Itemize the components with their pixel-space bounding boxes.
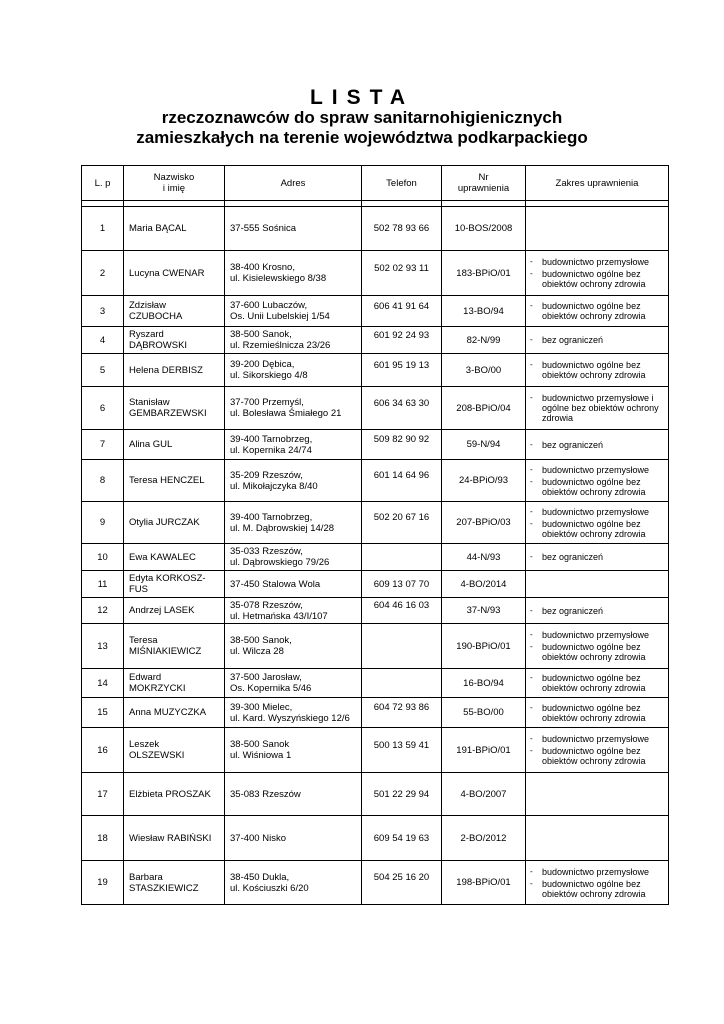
cell-nr: 4-BO/2014 <box>442 571 526 598</box>
scope-item: - budownictwo przemysłowe i ogólne bez obiektów ochrony zdrowia <box>530 393 666 423</box>
cell-address: 37-400 Nisko <box>225 816 362 861</box>
cell-phone: 609 54 19 63 <box>362 816 442 861</box>
table-row <box>82 296 669 327</box>
cell-phone: 601 95 19 13 <box>362 354 442 387</box>
table-header-row <box>82 166 669 201</box>
cell-lp: 17 <box>82 773 124 816</box>
scope-item: - budownictwo przemysłowe <box>530 257 666 267</box>
header-scope: Zakres uprawnienia <box>526 166 669 201</box>
cell-phone: 502 20 67 16 <box>362 502 442 544</box>
cell-name: Andrzej LASEK <box>124 598 225 624</box>
table-row <box>82 544 669 571</box>
cell-nr: 190-BPiO/01 <box>442 624 526 669</box>
table-row <box>82 728 669 773</box>
cell-scope <box>526 544 669 571</box>
cell-lp: 7 <box>82 430 124 460</box>
cell-nr: 3-BO/00 <box>442 354 526 387</box>
cell-scope <box>526 598 669 624</box>
cell-name: Teresa HENCZEL <box>124 460 225 502</box>
scope-item: - budownictwo ogólne bez obiektów ochrony zdrowia <box>530 477 666 497</box>
cell-address: 37-500 Jarosław, Os. Kopernika 5/46 <box>225 669 362 698</box>
cell-lp: 13 <box>82 624 124 669</box>
table-row <box>82 430 669 460</box>
cell-lp: 6 <box>82 387 124 430</box>
table-body <box>82 207 669 905</box>
cell-phone: 606 34 63 30 <box>362 387 442 430</box>
cell-lp: 9 <box>82 502 124 544</box>
cell-nr: 16-BO/94 <box>442 669 526 698</box>
cell-address: 37-450 Stalowa Wola <box>225 571 362 598</box>
subtitle-line-2: zamieszkałych na terenie województwa podkarpackiego <box>136 128 588 147</box>
cell-scope <box>526 571 669 598</box>
cell-lp: 11 <box>82 571 124 598</box>
cell-address: 38-400 Krosno, ul. Kisielewskiego 8/38 <box>225 251 362 296</box>
cell-nr: 2-BO/2012 <box>442 816 526 861</box>
header-nr: Nr uprawnienia <box>442 166 526 201</box>
cell-scope <box>526 354 669 387</box>
cell-name: Leszek OLSZEWSKI <box>124 728 225 773</box>
scope-item: - bez ograniczeń <box>530 335 666 345</box>
cell-lp: 5 <box>82 354 124 387</box>
header-name: Nazwisko i imię <box>124 166 225 201</box>
cell-address: 38-500 Sanok ul. Wiśniowa 1 <box>225 728 362 773</box>
cell-nr: 4-BO/2007 <box>442 773 526 816</box>
experts-table <box>81 165 669 905</box>
cell-name: Edward MOKRZYCKI <box>124 669 225 698</box>
table-row <box>82 327 669 354</box>
cell-nr: 24-BPiO/93 <box>442 460 526 502</box>
cell-nr: 10-BOS/2008 <box>442 207 526 251</box>
cell-address: 38-450 Dukla, ul. Kościuszki 6/20 <box>225 861 362 905</box>
cell-phone: 500 13 59 41 <box>362 728 442 773</box>
cell-phone <box>362 624 442 669</box>
header-phone: Telefon <box>362 166 442 201</box>
cell-scope <box>526 460 669 502</box>
cell-address: 38-500 Sanok, ul. Rzemieślnicza 23/26 <box>225 327 362 354</box>
cell-phone: 601 92 24 93 <box>362 327 442 354</box>
cell-scope <box>526 430 669 460</box>
cell-name: Elżbieta PROSZAK <box>124 773 225 816</box>
cell-nr: 191-BPiO/01 <box>442 728 526 773</box>
scope-item: - budownictwo ogólne bez obiektów ochrony zdrowia <box>530 673 666 693</box>
cell-phone: 609 13 07 70 <box>362 571 442 598</box>
cell-scope <box>526 502 669 544</box>
cell-phone: 502 02 93 11 <box>362 251 442 296</box>
cell-name: Edyta KORKOSZ- FUS <box>124 571 225 598</box>
scope-item: - budownictwo przemysłowe <box>530 507 666 517</box>
cell-nr: 208-BPiO/04 <box>442 387 526 430</box>
cell-lp: 16 <box>82 728 124 773</box>
table-row <box>82 773 669 816</box>
cell-name: Barbara STASZKIEWICZ <box>124 861 225 905</box>
table-row <box>82 816 669 861</box>
table-row <box>82 502 669 544</box>
cell-lp: 4 <box>82 327 124 354</box>
scope-item: - budownictwo ogólne bez obiektów ochrony zdrowia <box>530 746 666 766</box>
cell-nr: 207-BPiO/03 <box>442 502 526 544</box>
cell-phone: 509 82 90 92 <box>362 430 442 460</box>
cell-address: 37-700 Przemyśl, ul. Bolesława Śmiałego 21 <box>225 387 362 430</box>
scope-item: - bez ograniczeń <box>530 440 666 450</box>
cell-lp: 8 <box>82 460 124 502</box>
cell-lp: 19 <box>82 861 124 905</box>
cell-scope <box>526 296 669 327</box>
cell-address: 38-500 Sanok, ul. Wilcza 28 <box>225 624 362 669</box>
cell-scope <box>526 207 669 251</box>
cell-scope <box>526 728 669 773</box>
cell-scope <box>526 327 669 354</box>
cell-phone: 601 14 64 96 <box>362 460 442 502</box>
table-row <box>82 207 669 251</box>
cell-name: Wiesław RABIŃSKI <box>124 816 225 861</box>
page-subtitle <box>0 108 724 148</box>
cell-scope <box>526 387 669 430</box>
scope-item: - budownictwo ogólne bez obiektów ochrony zdrowia <box>530 360 666 380</box>
cell-scope <box>526 816 669 861</box>
table-row <box>82 624 669 669</box>
scope-item: - budownictwo przemysłowe <box>530 734 666 744</box>
scope-item: - budownictwo ogólne bez obiektów ochrony zdrowia <box>530 519 666 539</box>
cell-scope <box>526 251 669 296</box>
cell-name: Maria BĄCAL <box>124 207 225 251</box>
table-row <box>82 698 669 728</box>
cell-lp: 18 <box>82 816 124 861</box>
scope-item: - budownictwo przemysłowe <box>530 630 666 640</box>
cell-lp: 12 <box>82 598 124 624</box>
cell-name: Ewa KAWALEC <box>124 544 225 571</box>
scope-item: - bez ograniczeń <box>530 552 666 562</box>
cell-name: Alina GUL <box>124 430 225 460</box>
header-lp: L. p <box>82 166 124 201</box>
cell-name: Lucyna CWENAR <box>124 251 225 296</box>
cell-phone: 504 25 16 20 <box>362 861 442 905</box>
header-address: Adres <box>225 166 362 201</box>
cell-phone <box>362 669 442 698</box>
cell-address: 39-400 Tarnobrzeg, ul. M. Dąbrowskiej 14/28 <box>225 502 362 544</box>
cell-phone: 604 72 93 86 <box>362 698 442 728</box>
cell-name: Teresa MIŚNIAKIEWICZ <box>124 624 225 669</box>
table-row <box>82 354 669 387</box>
cell-nr: 13-BO/94 <box>442 296 526 327</box>
page-title: LISTA <box>309 86 415 109</box>
scope-item: - budownictwo ogólne bez obiektów ochrony zdrowia <box>530 301 666 321</box>
cell-lp: 10 <box>82 544 124 571</box>
cell-name: Stanisław GEMBARZEWSKI <box>124 387 225 430</box>
cell-lp: 15 <box>82 698 124 728</box>
cell-phone: 606 41 91 64 <box>362 296 442 327</box>
cell-address: 37-555 Sośnica <box>225 207 362 251</box>
cell-phone: 501 22 29 94 <box>362 773 442 816</box>
cell-lp: 14 <box>82 669 124 698</box>
cell-lp: 2 <box>82 251 124 296</box>
cell-scope <box>526 773 669 816</box>
scope-item: - budownictwo przemysłowe <box>530 867 666 877</box>
cell-phone <box>362 544 442 571</box>
table-row <box>82 598 669 624</box>
cell-scope <box>526 669 669 698</box>
cell-lp: 3 <box>82 296 124 327</box>
cell-name: Anna MUZYCZKA <box>124 698 225 728</box>
scope-item: - budownictwo ogólne bez obiektów ochrony zdrowia <box>530 703 666 723</box>
cell-nr: 59-N/94 <box>442 430 526 460</box>
scope-item: - budownictwo ogólne bez obiektów ochrony zdrowia <box>530 269 666 289</box>
cell-phone: 502 78 93 66 <box>362 207 442 251</box>
scope-item: - budownictwo ogólne bez obiektów ochrony zdrowia <box>530 642 666 662</box>
cell-address: 35-033 Rzeszów, ul. Dąbrowskiego 79/26 <box>225 544 362 571</box>
cell-nr: 44-N/93 <box>442 544 526 571</box>
cell-scope <box>526 698 669 728</box>
table-row <box>82 861 669 905</box>
cell-address: 37-600 Lubaczów, Os. Unii Lubelskiej 1/54 <box>225 296 362 327</box>
cell-scope <box>526 861 669 905</box>
table-row <box>82 669 669 698</box>
cell-nr: 37-N/93 <box>442 598 526 624</box>
cell-nr: 55-BO/00 <box>442 698 526 728</box>
scope-item: - bez ograniczeń <box>530 606 666 616</box>
cell-address: 35-209 Rzeszów, ul. Mikołajczyka 8/40 <box>225 460 362 502</box>
table-row <box>82 571 669 598</box>
cell-name: Ryszard DĄBROWSKI <box>124 327 225 354</box>
cell-address: 39-300 Mielec, ul. Kard. Wyszyńskiego 12/6 <box>225 698 362 728</box>
cell-address: 39-200 Dębica, ul. Sikorskiego 4/8 <box>225 354 362 387</box>
table-row <box>82 460 669 502</box>
cell-phone: 604 46 16 03 <box>362 598 442 624</box>
cell-name: Helena DERBISZ <box>124 354 225 387</box>
cell-nr: 183-BPiO/01 <box>442 251 526 296</box>
cell-nr: 198-BPiO/01 <box>442 861 526 905</box>
scope-item: - budownictwo ogólne bez obiektów ochrony zdrowia <box>530 879 666 899</box>
cell-address: 39-400 Tarnobrzeg, ul. Kopernika 24/74 <box>225 430 362 460</box>
subtitle-line-1: rzeczoznawców do spraw sanitarnohigienicznych <box>161 108 563 127</box>
table-row <box>82 251 669 296</box>
scope-item: - budownictwo przemysłowe <box>530 465 666 475</box>
cell-scope <box>526 624 669 669</box>
cell-address: 35-078 Rzeszów, ul. Hetmańska 43/I/107 <box>225 598 362 624</box>
table-row <box>82 387 669 430</box>
cell-lp: 1 <box>82 207 124 251</box>
cell-address: 35-083 Rzeszów <box>225 773 362 816</box>
cell-name: Zdzisław CZUBOCHA <box>124 296 225 327</box>
cell-name: Otylia JURCZAK <box>124 502 225 544</box>
cell-nr: 82-N/99 <box>442 327 526 354</box>
